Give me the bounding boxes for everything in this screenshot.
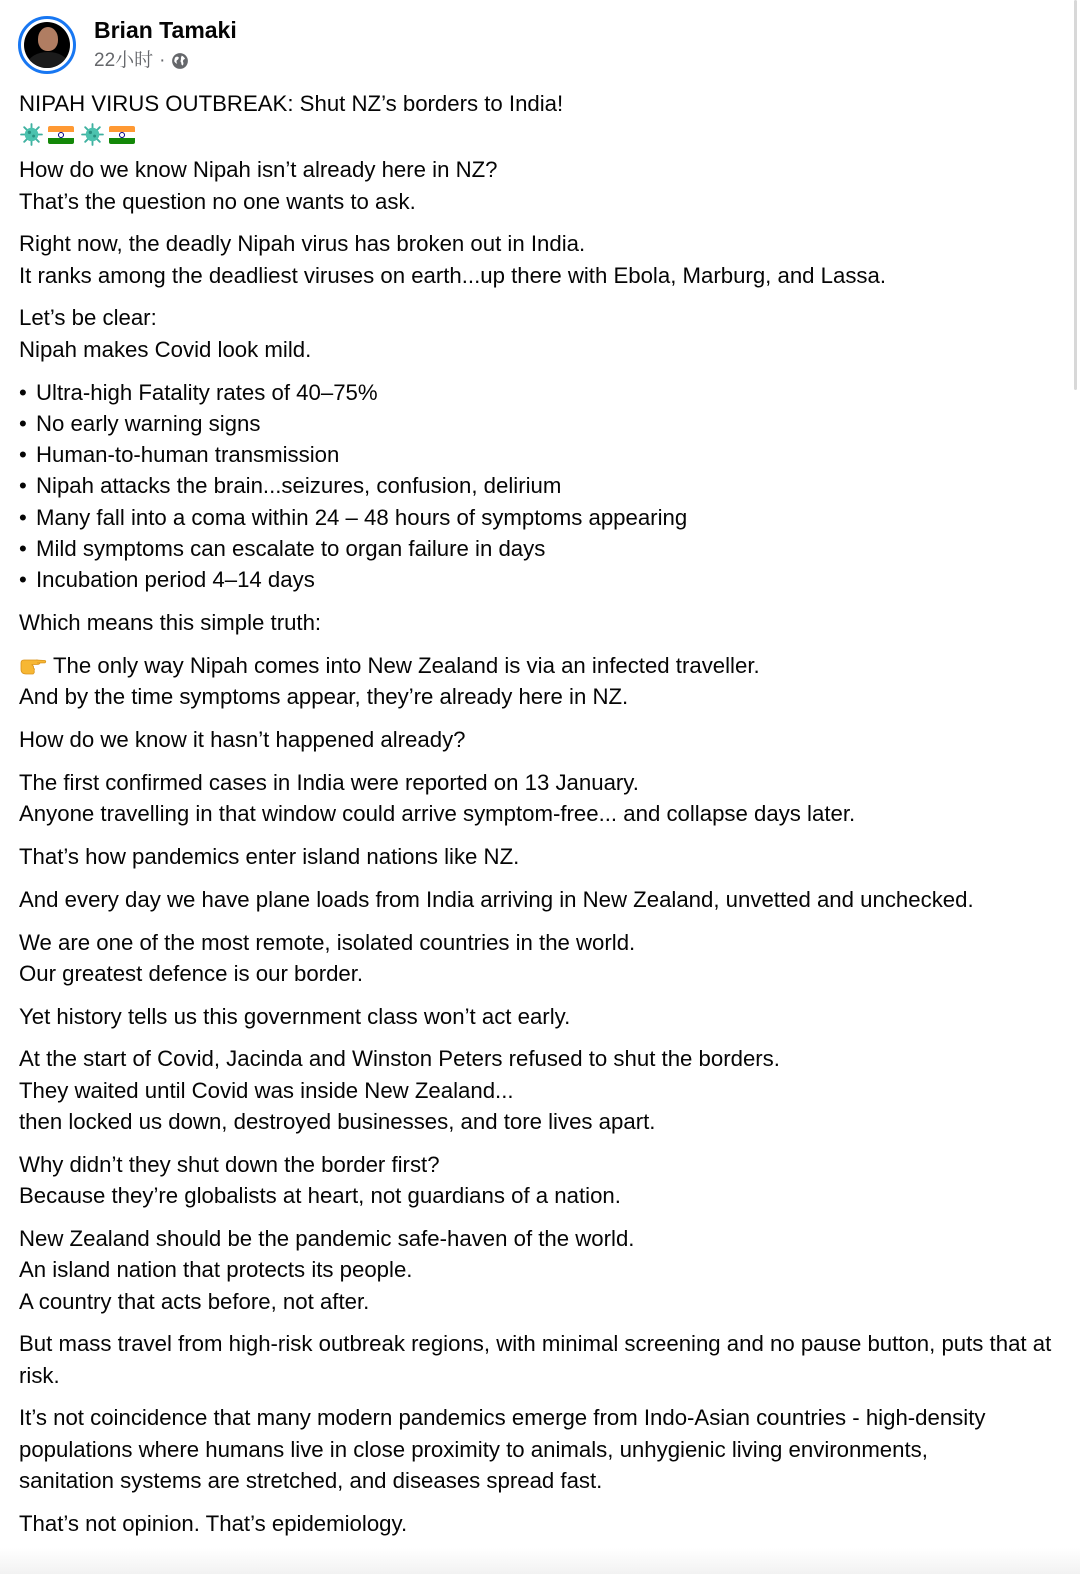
post-line: But mass travel from high-risk outbreak regions, with minimal screening and no pause button, puts that at risk. (19, 1331, 1052, 1388)
virus-icon (19, 122, 44, 147)
post-header (18, 14, 237, 76)
bullet-text: Incubation period 4–14 days (36, 567, 315, 593)
post-line: At the start of Covid, Jacinda and Winston Peters refused to shut the borders. (19, 1046, 780, 1072)
post-title: NIPAH VIRUS OUTBREAK: Shut NZ’s borders to India! (19, 91, 564, 116)
bullet-item (19, 502, 1074, 533)
author-name-link[interactable]: Brian Tamaki (94, 17, 237, 43)
post-paragraph (19, 1043, 1074, 1137)
india-flag-icon (109, 126, 135, 144)
bullet-text: Mild symptoms can escalate to organ failure in days (36, 536, 546, 562)
bullet-item (19, 533, 1074, 564)
bottom-fade (0, 1548, 1080, 1574)
post-paragraph (19, 1402, 1019, 1496)
bullet-marker: • (19, 379, 27, 405)
post-paragraph (19, 1508, 1074, 1539)
post-line: We are one of the most remote, isolated countries in the world. (19, 929, 636, 955)
post-title-paragraph (19, 88, 1074, 150)
post-timestamp-link[interactable]: 22小时 (94, 50, 154, 71)
post-paragraph (19, 1149, 1074, 1212)
post-line: It’s not coincidence that many modern pandemics emerge from Indo-Asian countries - high-density populations where humans live in close proximity to animals, unhygienic living environments, sanitation systems are stretched, and diseases spread fast. (19, 1405, 986, 1493)
bullet-item (19, 377, 1074, 408)
post-line: Let’s be clear: (19, 305, 157, 331)
bullet-text: Human-to-human transmission (36, 442, 340, 468)
bullet-marker: • (19, 567, 27, 593)
post-line: It ranks among the deadliest viruses on earth...up there with Ebola, Marburg, and Lassa. (19, 262, 887, 288)
globe-icon[interactable] (171, 52, 189, 70)
bullet-text: Nipah attacks the brain...seizures, confusion, delirium (36, 473, 562, 499)
bullet-text: Many fall into a coma within 24 – 48 hours of symptoms appearing (36, 504, 688, 530)
post-line-text: The only way Nipah comes into New Zealand is via an infected traveller. (53, 652, 760, 678)
post-paragraph (19, 607, 1074, 638)
post-paragraph (19, 228, 1074, 291)
avatar-face (38, 27, 58, 51)
post-line: How do we know Nipah isn’t already here in NZ? (19, 157, 498, 183)
post-paragraph (19, 767, 1074, 830)
bullet-text: No early warning signs (36, 410, 261, 436)
scrollbar-thumb[interactable] (1074, 0, 1077, 390)
post-paragraph (19, 302, 1074, 365)
post-line: The first confirmed cases in India were reported on 13 January. (19, 769, 639, 795)
india-flag-icon (48, 126, 74, 144)
post-paragraph (19, 724, 1074, 755)
post-line: How do we know it hasn’t happened already? (19, 727, 466, 753)
bullet-marker: • (19, 410, 27, 436)
post-line: And by the time symptoms appear, they’re already here in NZ. (19, 684, 629, 710)
post-paragraph (19, 927, 1074, 990)
post-sub-meta (94, 47, 237, 75)
post-line: Our greatest defence is our border. (19, 960, 364, 986)
post-line: Anyone travelling in that window could arrive symptom-free... and collapse days later. (19, 801, 856, 827)
post-line (19, 650, 1074, 681)
post-line: Which means this simple truth: (19, 610, 322, 636)
post-paragraph (19, 1001, 1074, 1032)
avatar-shoulders (28, 52, 68, 68)
post-paragraph (19, 841, 1074, 872)
bullet-marker: • (19, 442, 27, 468)
post-line: They waited until Covid was inside New Zealand... (19, 1077, 514, 1103)
avatar-photo (24, 22, 70, 68)
bullet-marker: • (19, 536, 27, 562)
title-emoji-row (19, 119, 1074, 150)
post-line: Yet history tells us this government class won’t act early. (19, 1003, 571, 1029)
bullet-marker: • (19, 473, 27, 499)
bullet-list (19, 377, 1074, 596)
bullet-item (19, 470, 1074, 501)
post-paragraph (19, 1223, 1074, 1317)
post-meta (94, 15, 237, 75)
post-line: then locked us down, destroyed businesses, and tore lives apart. (19, 1109, 656, 1135)
bullet-marker: • (19, 504, 27, 530)
post-line: Right now, the deadly Nipah virus has broken out in India. (19, 231, 586, 257)
post-line: That’s the question no one wants to ask. (19, 188, 416, 214)
post-line: A country that acts before, not after. (19, 1288, 370, 1314)
post-paragraph (19, 1328, 1074, 1391)
post-line: That’s how pandemics enter island nations like NZ. (19, 843, 520, 869)
post-line: And every day we have plane loads from India arriving in New Zealand, unvetted and unchecked. (19, 886, 974, 912)
post-line: Because they’re globalists at heart, not guardians of a nation. (19, 1183, 621, 1209)
post-line: Why didn’t they shut down the border first? (19, 1151, 440, 1177)
post-paragraph (19, 650, 1074, 713)
post-line: Nipah makes Covid look mild. (19, 336, 312, 362)
pointing-hand-icon (19, 654, 47, 676)
post-body (19, 88, 1074, 1551)
post-line: New Zealand should be the pandemic safe-haven of the world. (19, 1225, 635, 1251)
meta-separator: · (159, 50, 166, 71)
avatar[interactable] (18, 16, 76, 74)
bullet-text: Ultra-high Fatality rates of 40–75% (36, 379, 378, 405)
post-line: An island nation that protects its people. (19, 1257, 413, 1283)
post-line: That’s not opinion. That’s epidemiology. (19, 1510, 408, 1536)
virus-icon (80, 122, 105, 147)
post-paragraph (19, 154, 1074, 217)
post-paragraph (19, 884, 1074, 915)
bullet-item (19, 439, 1074, 470)
bullet-item (19, 564, 1074, 595)
bullet-item (19, 408, 1074, 439)
